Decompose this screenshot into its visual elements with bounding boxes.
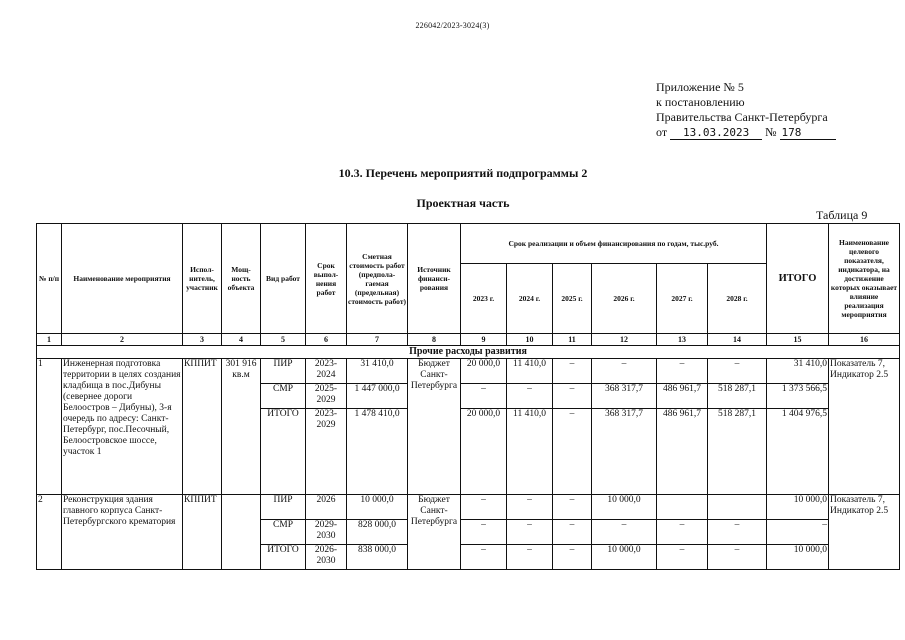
value-2028: – [708,359,767,384]
header-work-type: Вид работ [261,224,306,334]
number-label: № [765,125,777,139]
value-2025: – [553,359,592,384]
column-numbers-row [37,334,900,346]
value-2026: 368 317,7 [592,384,657,409]
col-number: 9 [461,334,507,346]
value-2026: – [592,359,657,384]
value-2026: 10 000,0 [592,495,657,520]
executor: КППИТ [183,359,222,495]
annex-block [656,80,836,140]
value-2027 [657,495,708,520]
value-2026: – [592,520,657,545]
row-number: 1 [37,359,62,495]
table-row [37,495,900,520]
work-type: ПИР [261,359,306,384]
capacity [222,495,261,570]
measure-name: Инженерная подготовка территории в целях создания кладбища в пос.Дибуны (севернее дороги Белоостров – Дибуны), 3-я очередь по адресу: Санкт-Петербург, пос.Песочный, Белоостровское шоссе, участок 1 [62,359,183,495]
header-year-2026: 2026 г. [592,264,657,334]
work-cost: 31 410,0 [347,359,408,384]
col-number: 4 [222,334,261,346]
annex-line-3: Правительства Санкт-Петербурга [656,110,828,124]
value-2025: – [553,545,592,570]
col-number: 16 [829,334,900,346]
col-number: 5 [261,334,306,346]
value-2025: – [553,384,592,409]
col-number: 12 [592,334,657,346]
work-cost: 1 447 000,0 [347,384,408,409]
table-label: Таблица 9 [816,208,868,222]
work-term: 2026-2030 [306,545,347,570]
row-number: 2 [37,495,62,570]
header-year-2024: 2024 г. [507,264,553,334]
col-number: 10 [507,334,553,346]
header-name: Наименование мероприятия [62,224,183,334]
work-cost: 1 478 410,0 [347,409,408,495]
header-year-2028: 2028 г. [708,264,767,334]
work-type: ИТОГО [261,545,306,570]
value-2028: 518 287,1 [708,409,767,495]
header-total: ИТОГО [767,224,829,334]
value-2027: – [657,359,708,384]
funding-source: Бюджет Санкт-Петербурга [408,495,461,570]
col-number: 6 [306,334,347,346]
value-2028: – [708,545,767,570]
header-year-2023: 2023 г. [461,264,507,334]
work-type: ИТОГО [261,409,306,495]
header-term: Срок выпол-нения работ [306,224,347,334]
header-year-2025: 2025 г. [553,264,592,334]
value-2025: – [553,495,592,520]
resolution-date: 13.03.2023 [670,127,762,140]
value-2025: – [553,409,592,495]
value-total: 1 404 976,5 [767,409,829,495]
value-2027: – [657,545,708,570]
section-row [37,346,900,359]
indicator: Показатель 7, Индикатор 2.5 [829,495,900,570]
col-number: 14 [708,334,767,346]
value-2025: – [553,520,592,545]
work-term: 2023-2024 [306,359,347,384]
page-subtitle: Проектная часть [416,196,510,210]
value-total: 31 410,0 [767,359,829,384]
value-2024: – [507,520,553,545]
value-total: 10 000,0 [767,545,829,570]
work-type: ПИР [261,495,306,520]
annex-line-1: Приложение № 5 [656,80,744,94]
indicator: Показатель 7, Индикатор 2.5 [829,359,900,495]
value-2023: – [461,520,507,545]
measures-table [36,223,900,570]
executor: КППИТ [183,495,222,570]
header-years-group: Срок реализации и объем финансирования по годам, тыс.руб. [461,224,767,264]
work-term: 2025-2029 [306,384,347,409]
value-2027: 486 961,7 [657,384,708,409]
value-2024: 11 410,0 [507,359,553,384]
header-cost: Сметная стоимость работ (предпола-гаемая (предельная) стоимость работ) [347,224,408,334]
value-2028 [708,495,767,520]
page-title: 10.3. Перечень мероприятий подпрограммы 2 [338,166,588,180]
work-term: 2026 [306,495,347,520]
work-term: 2029-2030 [306,520,347,545]
work-cost: 10 000,0 [347,495,408,520]
col-number: 3 [183,334,222,346]
work-cost: 828 000,0 [347,520,408,545]
col-number: 13 [657,334,708,346]
header-capacity: Мощ-ность объекта [222,224,261,334]
header-num: № п/п [37,224,62,334]
header-executor: Испол-нитель, участник [183,224,222,334]
value-2027: 486 961,7 [657,409,708,495]
funding-source: Бюджет Санкт-Петербурга [408,359,461,495]
value-2023: – [461,545,507,570]
col-number: 2 [62,334,183,346]
header-source: Источник финанси-рования [408,224,461,334]
col-number: 1 [37,334,62,346]
from-label: от [656,125,668,139]
col-number: 15 [767,334,829,346]
work-term: 2023-2029 [306,409,347,495]
annex-date-line [656,125,836,140]
value-2024: – [507,495,553,520]
value-total: 1 373 566,5 [767,384,829,409]
value-2023: – [461,384,507,409]
header-year-2027: 2027 г. [657,264,708,334]
work-type: СМР [261,520,306,545]
value-total: – [767,520,829,545]
work-type: СМР [261,384,306,409]
value-2027: – [657,520,708,545]
work-cost: 838 000,0 [347,545,408,570]
document-number: 226042/2023-3024(3) [415,21,490,30]
value-2028: 518 287,1 [708,384,767,409]
value-2024: 11 410,0 [507,409,553,495]
header-row-1 [37,224,900,264]
annex-line-2: к постановлению [656,95,745,109]
value-2023: – [461,495,507,520]
value-2023: 20 000,0 [461,409,507,495]
table-row [37,359,900,384]
section-title: Прочие расходы развития [37,346,900,359]
col-number: 7 [347,334,408,346]
value-2026: 368 317,7 [592,409,657,495]
value-2024: – [507,384,553,409]
col-number: 11 [553,334,592,346]
capacity: 301 916 кв.м [222,359,261,495]
value-2026: 10 000,0 [592,545,657,570]
value-2024: – [507,545,553,570]
value-total: 10 000,0 [767,495,829,520]
value-2028: – [708,520,767,545]
header-indicator: Наименование целевого показателя, индикатора, на достижение которых оказывает влияние реализация мероприятия [829,224,900,334]
resolution-number: 178 [780,127,836,140]
col-number: 8 [408,334,461,346]
measure-name: Реконструкция здания главного корпуса Санкт-Петербургского крематория [62,495,183,570]
value-2023: 20 000,0 [461,359,507,384]
